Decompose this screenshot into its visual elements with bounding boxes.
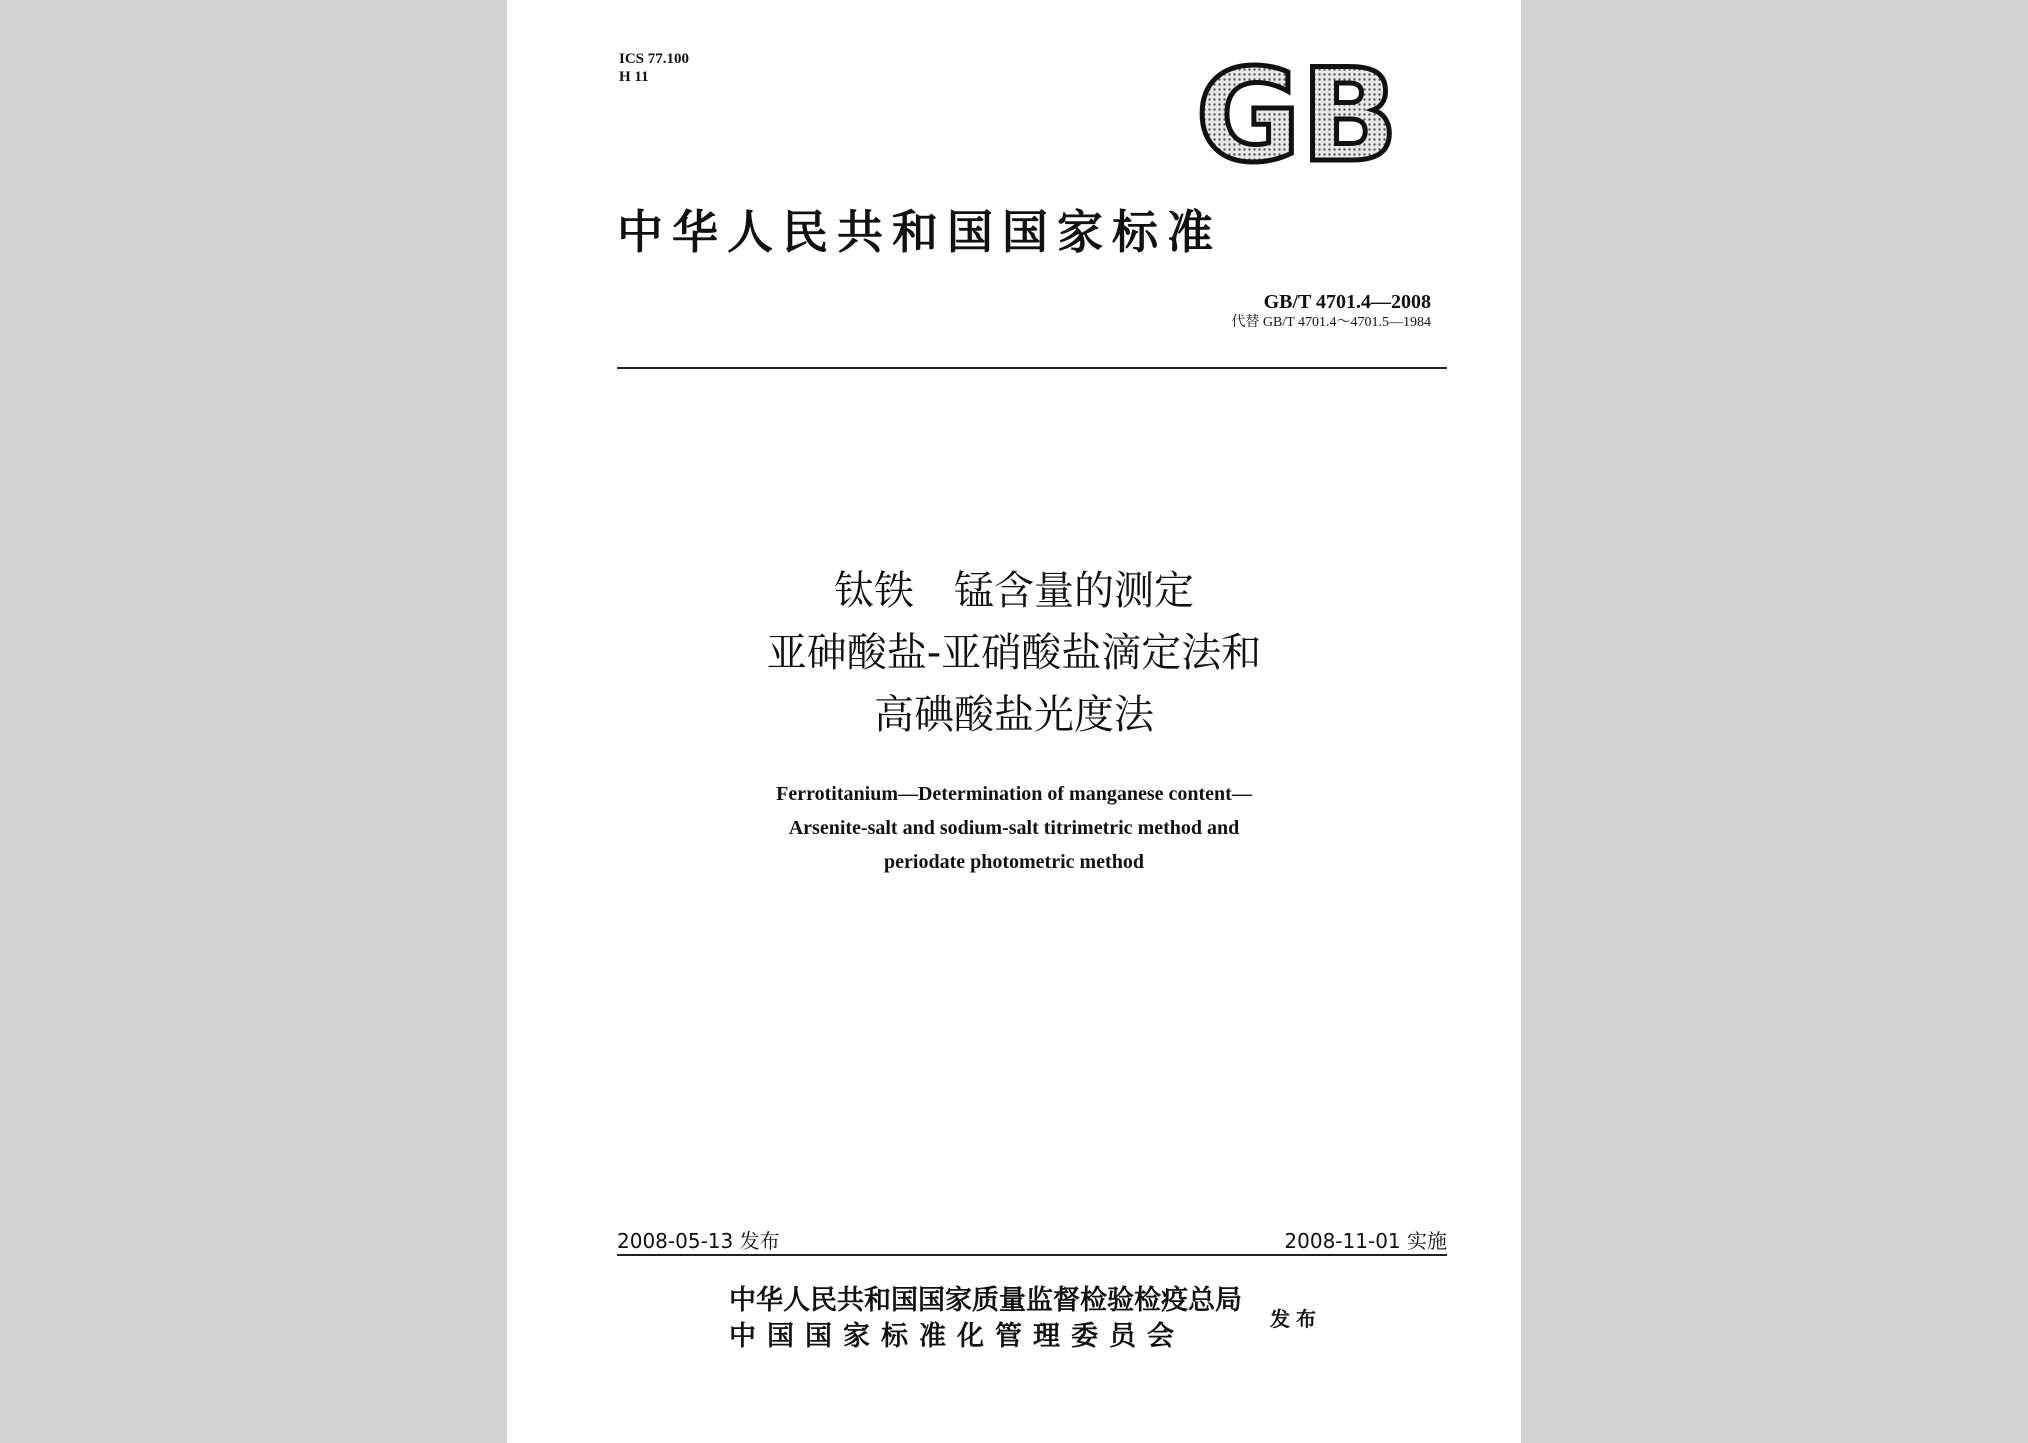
english-title-line-1: Ferrotitanium—Determination of manganese content—: [776, 783, 1252, 805]
chinese-title-line-1: 钛铁 锰含量的测定: [834, 568, 1194, 614]
top-divider: [617, 367, 1447, 369]
publishers-block: [729, 1283, 1242, 1355]
chinese-title: [507, 560, 1521, 746]
chinese-title-line-2: 亚砷酸盐-亚硝酸盐滴定法和: [766, 630, 1262, 676]
bottom-divider: [617, 1254, 1447, 1256]
publisher-1: 中华人民共和国国家质量监督检验检疫总局: [729, 1285, 1242, 1316]
english-title: [507, 777, 1521, 879]
gb-logo: [1187, 62, 1407, 172]
publisher-2: 中国国家标准化管理委员会: [729, 1321, 1185, 1352]
standard-number-block: [1231, 290, 1431, 332]
issue-date: 2008-05-13 发布: [617, 1229, 780, 1253]
document-page: [507, 0, 1521, 1443]
standard-code: GB/T 4701.4—2008: [1263, 291, 1431, 313]
implementation-date: 2008-11-01 实施: [1284, 1229, 1447, 1253]
english-title-line-3: periodate photometric method: [884, 851, 1144, 873]
publish-label: 发布: [1270, 1307, 1322, 1331]
classification-code: H 11: [619, 69, 649, 85]
ics-block: [619, 50, 689, 86]
english-title-line-2: Arsenite-salt and sodium-salt titrimetric method and: [788, 817, 1240, 839]
replaces-standard: 代替 GB/T 4701.4～4701.5—1984: [1231, 315, 1431, 330]
national-standard-heading: 中华人民共和国国家标准: [617, 205, 1222, 259]
ics-code: ICS 77.100: [619, 51, 690, 67]
gb-logo-text: GB: [1195, 62, 1399, 172]
chinese-title-line-3: 高碘酸盐光度法: [874, 692, 1154, 738]
